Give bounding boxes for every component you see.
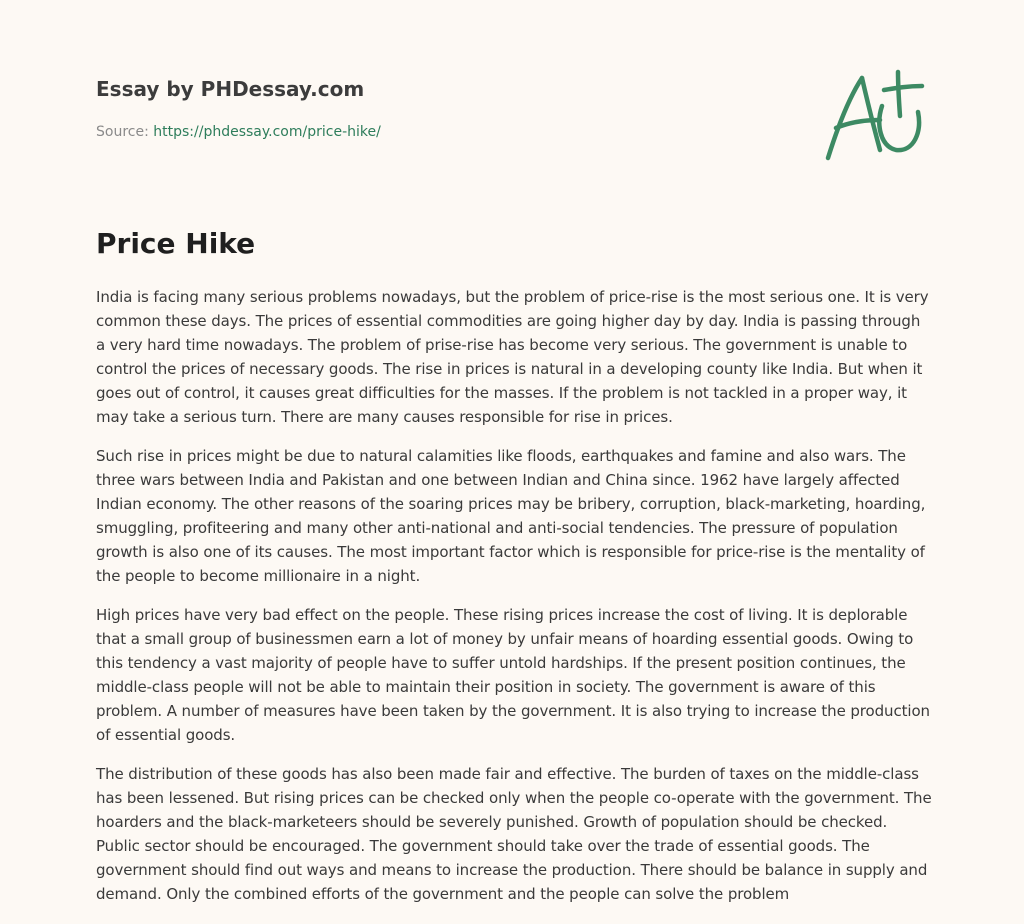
source-line: [96, 122, 716, 142]
article-title: Price Hike: [96, 227, 256, 260]
source-label: Source:: [96, 124, 154, 140]
paragraph: The distribution of these goods has also been made fair and effective. The burden of taxes on the middle-class has been lessened. But rising prices can be checked only when the people co-operate with the government. The hoarders and the black-marketeers should be severely punished. Growth of population should be checked. Public sector should be encouraged. The government should take over the trade of essential goods. The government should find out ways and means to increase the production. There should be balance in supply and demand. Only the combined efforts of the government and the people can solve the problem: [96, 765, 932, 903]
site-title: Essay by PHDessay.com: [96, 77, 365, 101]
a-plus-logo-icon: [822, 66, 928, 166]
paragraph: High prices have very bad effect on the people. These rising prices increase the cost of living. It is deplorable that a small group of businessmen earn a lot of money by unfair means of hoarding essential goods. Owing to this tendency a vast majority of people have to suffer untold hardships. If the present position continues, the middle-class people will not be able to maintain their position in society. The government is aware of this problem. A number of measures have been taken by the government. It is also trying to increase the production of essential goods.: [96, 606, 930, 744]
paragraph: India is facing many serious problems nowadays, but the problem of price-rise is the most serious one. It is very common these days. The prices of essential commodities are going higher day by day. India is passing through a very hard time nowadays. The problem of prise-rise has become very serious. The government is unable to control the prices of necessary goods. The rise in prices is natural in a developing county like India. But when it goes out of control, it causes great difficulties for the masses. If the problem is not tackled in a proper way, it may take a serious turn. There are many causes responsible for rise in prices.: [96, 288, 929, 426]
article-body: [96, 285, 932, 921]
essay-header: [96, 74, 716, 142]
paragraph: Such rise in prices might be due to natural calamities like floods, earthquakes and famine and also wars. The three wars between India and Pakistan and one between Indian and China since. 1962 have largely affected Indian economy. The other reasons of the soaring prices may be bribery, corruption, black-marketing, hoarding, smuggling, profiteering and many other anti-national and anti-social tendencies. The pressure of population growth is also one of its causes. The most important factor which is responsible for price-rise is the mentality of the people to become millionaire in a night.: [96, 447, 926, 585]
a-plus-logo: [822, 66, 928, 166]
source-link[interactable]: https://phdessay.com/price-hike/: [153, 124, 381, 140]
